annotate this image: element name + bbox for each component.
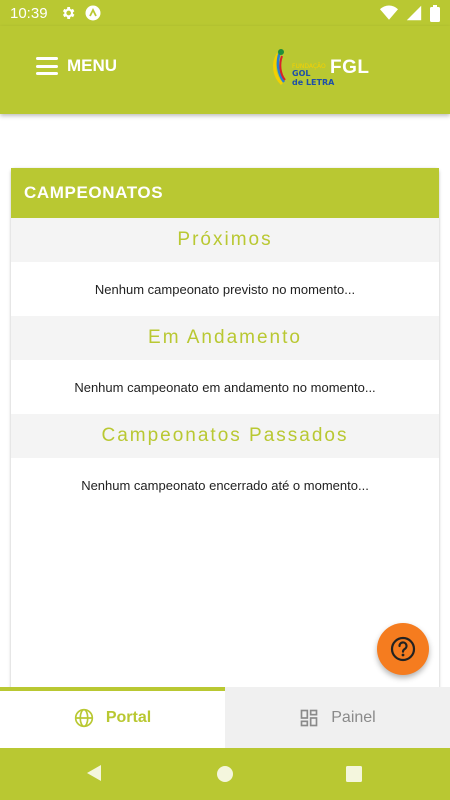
menu-button[interactable] [36,56,117,76]
section-message-proximos: Nenhum campeonato previsto no momento... [94,281,356,297]
brand [270,46,370,90]
app-notification-icon [84,4,102,22]
section-title-proximos: Próximos [11,218,439,262]
home-button[interactable] [216,765,234,783]
settings-icon [60,5,76,21]
card-title: CAMPEONATOS [11,168,439,218]
globe-icon [74,708,94,728]
signal-icon [406,5,422,21]
help-button[interactable] [377,623,429,675]
section-title-passados: Campeonatos Passados [11,414,439,458]
status-bar [0,0,450,26]
tab-portal-label: Portal [105,708,152,726]
section-title-em-andamento: Em Andamento [11,316,439,360]
battery-icon [430,5,440,22]
campeonatos-card [11,168,439,708]
back-button[interactable] [86,764,102,782]
menu-label: MENU [67,56,118,75]
status-time: 10:39 [10,4,48,22]
tab-painel-label: Painel [331,708,376,726]
app-bar [0,26,450,114]
bottom-navigation [0,687,450,748]
section-message-em-andamento: Nenhum campeonato em andamento no momento... [74,379,376,395]
section-message-passados: Nenhum campeonato encerrado até o momento... [81,477,369,493]
hamburger-icon [36,57,58,75]
gol-de-letra-logo [270,46,335,90]
back-icon [86,764,102,782]
system-navigation-bar [0,748,450,800]
dashboard-icon [299,708,319,728]
recents-icon [346,766,362,782]
tab-painel[interactable] [225,687,450,748]
svg-text:FUNDAÇÃO: FUNDAÇÃO [292,63,326,70]
brand-label: FGL [330,57,370,78]
svg-text:GOL: GOL [292,69,311,78]
svg-text:de LETRA: de LETRA [292,78,335,87]
recents-button[interactable] [346,766,362,782]
tab-portal[interactable] [0,687,225,748]
wifi-icon [380,5,398,21]
help-icon [390,636,416,662]
home-icon [216,765,234,783]
